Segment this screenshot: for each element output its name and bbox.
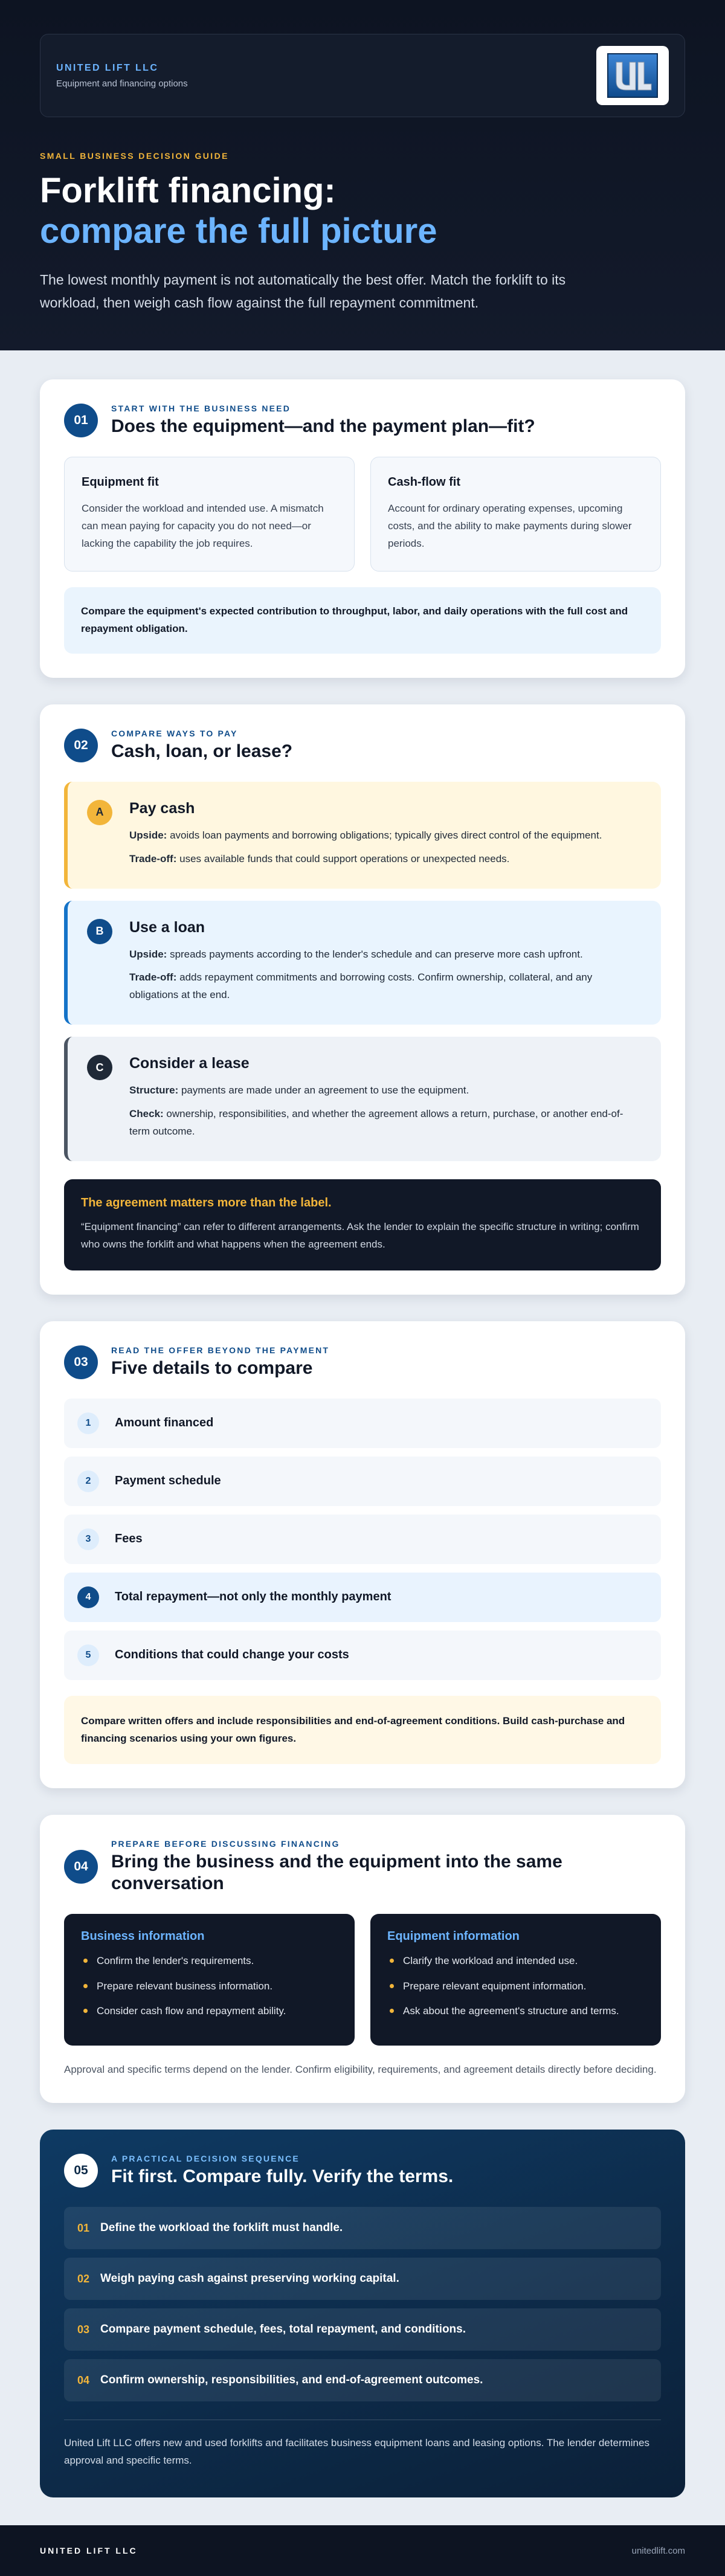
section-note: Compare the equipment's expected contribution to throughput, labor, and daily operations with the full cost and repayment obligation. (64, 587, 661, 654)
detail-row-highlighted (64, 1573, 661, 1622)
list-item: Confirm the lender's requirements. (81, 1953, 338, 1969)
option-line: Check: ownership, responsibilities, and whether the agreement allows a return, purchase, or another end-of-term outcome. (129, 1108, 624, 1138)
equipment-fit-panel (64, 457, 355, 572)
detail-number: 4 (77, 1586, 99, 1608)
footer-brand: UNITED LIFT LLC (40, 2546, 138, 2556)
option-pay-cash (64, 782, 661, 889)
hero-eyebrow: SMALL BUSINESS DECISION GUIDE (40, 151, 229, 161)
option-lease (64, 1037, 661, 1161)
option-badge: A (87, 800, 112, 825)
ul-logo-icon (607, 53, 659, 98)
detail-row (64, 1457, 661, 1506)
step-number: 03 (77, 2323, 90, 2336)
step-text: Confirm ownership, responsibilities, and end-of-agreement outcomes. (100, 2374, 483, 2387)
section-kicker: START WITH THE BUSINESS NEED (111, 404, 291, 413)
section-kicker: COMPARE WAYS TO PAY (111, 728, 238, 738)
section-number: 05 (64, 2154, 98, 2188)
brand-name: UNITED LIFT LLC (56, 62, 159, 73)
section-number: 04 (64, 1850, 98, 1884)
hero (0, 0, 725, 350)
section-number: 01 (64, 404, 98, 437)
detail-label: Fees (115, 1532, 143, 1546)
panel-text: Account for ordinary operating expenses, upcoming costs, and the ability to make payments during slower periods. (388, 503, 632, 549)
equipment-info-panel (370, 1914, 661, 2046)
option-badge: B (87, 919, 112, 944)
option-line: Upside: spreads payments according to the lender's schedule and can preserve more cash upfront. (129, 948, 583, 960)
section-title: Five details to compare (111, 1357, 313, 1378)
step-number: 04 (77, 2374, 90, 2386)
detail-row (64, 1515, 661, 1564)
section-kicker: PREPARE BEFORE DISCUSSING FINANCING (111, 1839, 340, 1849)
step-number: 01 (77, 2221, 90, 2234)
detail-row (64, 1399, 661, 1448)
detail-label: Amount financed (115, 1416, 214, 1430)
hero-title-line2: compare the full picture (40, 211, 437, 251)
brand-tagline: Equipment and financing options (56, 78, 188, 89)
section-3 (40, 1321, 685, 1789)
main-content (0, 350, 725, 2525)
brand-bar (40, 34, 685, 117)
cash-flow-fit-panel (370, 457, 661, 572)
section-1 (40, 379, 685, 678)
agreement-callout (64, 1179, 661, 1270)
step-number: 02 (77, 2272, 90, 2285)
section-kicker: A PRACTICAL DECISION SEQUENCE (111, 2154, 300, 2164)
detail-number: 2 (77, 1470, 99, 1492)
panel-title: Cash-flow fit (388, 475, 460, 489)
panel-title: Equipment information (387, 1930, 520, 1943)
logo (596, 46, 669, 105)
footer-website-link[interactable]: unitedlift.com (631, 2545, 685, 2556)
section-4 (40, 1815, 685, 2103)
detail-number: 1 (77, 1412, 99, 1434)
detail-label: Total repayment—not only the monthly payment (115, 1590, 392, 1604)
option-line: Trade-off: adds repayment commitments and borrowing costs. Confirm ownership, collateral, and any obligations at the end. (129, 971, 593, 1001)
list-item: Ask about the agreement's structure and terms. (387, 2003, 644, 2019)
option-line: Upside: avoids loan payments and borrowing obligations; typically gives direct control of the equipment. (129, 829, 602, 841)
panel-text: Consider the workload and intended use. A mismatch can mean paying for capacity you do not need—or lacking the capability the job requires. (82, 503, 324, 549)
option-loan (64, 901, 661, 1025)
list-item: Prepare relevant equipment information. (387, 1979, 644, 1994)
step-text: Define the workload the forklift must handle. (100, 2221, 343, 2235)
step-row (64, 2207, 661, 2249)
page-footer (0, 2525, 725, 2576)
section-2 (40, 704, 685, 1295)
panel-title: Business information (81, 1930, 205, 1943)
list-item: Clarify the workload and intended use. (387, 1953, 644, 1969)
section-title: Does the equipment—and the payment plan—fit? (111, 416, 535, 436)
callout-text: “Equipment financing” can refer to different arrangements. Ask the lender to explain the specific structure in writing; confirm who owns the forklift and what happens when the agreement ends. (81, 1220, 639, 1250)
step-row (64, 2258, 661, 2300)
detail-number: 5 (77, 1644, 99, 1666)
section-number: 02 (64, 729, 98, 762)
step-text: Compare payment schedule, fees, total repayment, and conditions. (100, 2323, 466, 2336)
section-5 (40, 2130, 685, 2497)
option-line: Trade-off: uses available funds that could support operations or unexpected needs. (129, 852, 510, 865)
option-line: Structure: payments are made under an agreement to use the equipment. (129, 1084, 469, 1096)
hero-title-line1: Forklift financing: (40, 171, 336, 210)
detail-number: 3 (77, 1528, 99, 1550)
section-kicker: READ THE OFFER BEYOND THE PAYMENT (111, 1345, 330, 1355)
option-badge: C (87, 1055, 112, 1080)
section-footnote: United Lift LLC offers new and used forklifts and facilitates business equipment loans and leasing options. The lender determines approval and specific terms. (64, 2420, 661, 2470)
list-item: Consider cash flow and repayment ability. (81, 2003, 338, 2019)
step-row (64, 2308, 661, 2351)
list-item: Prepare relevant business information. (81, 1979, 338, 1994)
section-number: 03 (64, 1345, 98, 1379)
callout-title: The agreement matters more than the label. (81, 1196, 332, 1209)
panel-title: Equipment fit (82, 475, 159, 489)
section-title: Cash, loan, or lease? (111, 741, 293, 761)
option-title: Consider a lease (129, 1055, 250, 1072)
detail-label: Payment schedule (115, 1474, 221, 1488)
section-note: Compare written offers and include responsibilities and end-of-agreement conditions. Build cash-purchase and financing scenarios using your own figures. (64, 1696, 661, 1765)
section-title: Bring the business and the equipment into the same conversation (111, 1852, 562, 1894)
step-text: Weigh paying cash against preserving working capital. (100, 2272, 399, 2285)
hero-lede: The lowest monthly payment is not automatically the best offer. Match the forklift to its workload, then weigh cash flow against the full repayment commitment. (40, 272, 566, 311)
section-note: Approval and specific terms depend on the lender. Confirm eligibility, requirements, and agreement details directly before deciding. (64, 2064, 657, 2076)
section-title: Fit first. Compare fully. Verify the terms. (111, 2166, 454, 2187)
option-title: Pay cash (129, 799, 195, 817)
detail-row (64, 1631, 661, 1680)
business-info-panel (64, 1914, 355, 2046)
step-row (64, 2359, 661, 2401)
detail-label: Conditions that could change your costs (115, 1648, 349, 1662)
option-title: Use a loan (129, 918, 205, 936)
